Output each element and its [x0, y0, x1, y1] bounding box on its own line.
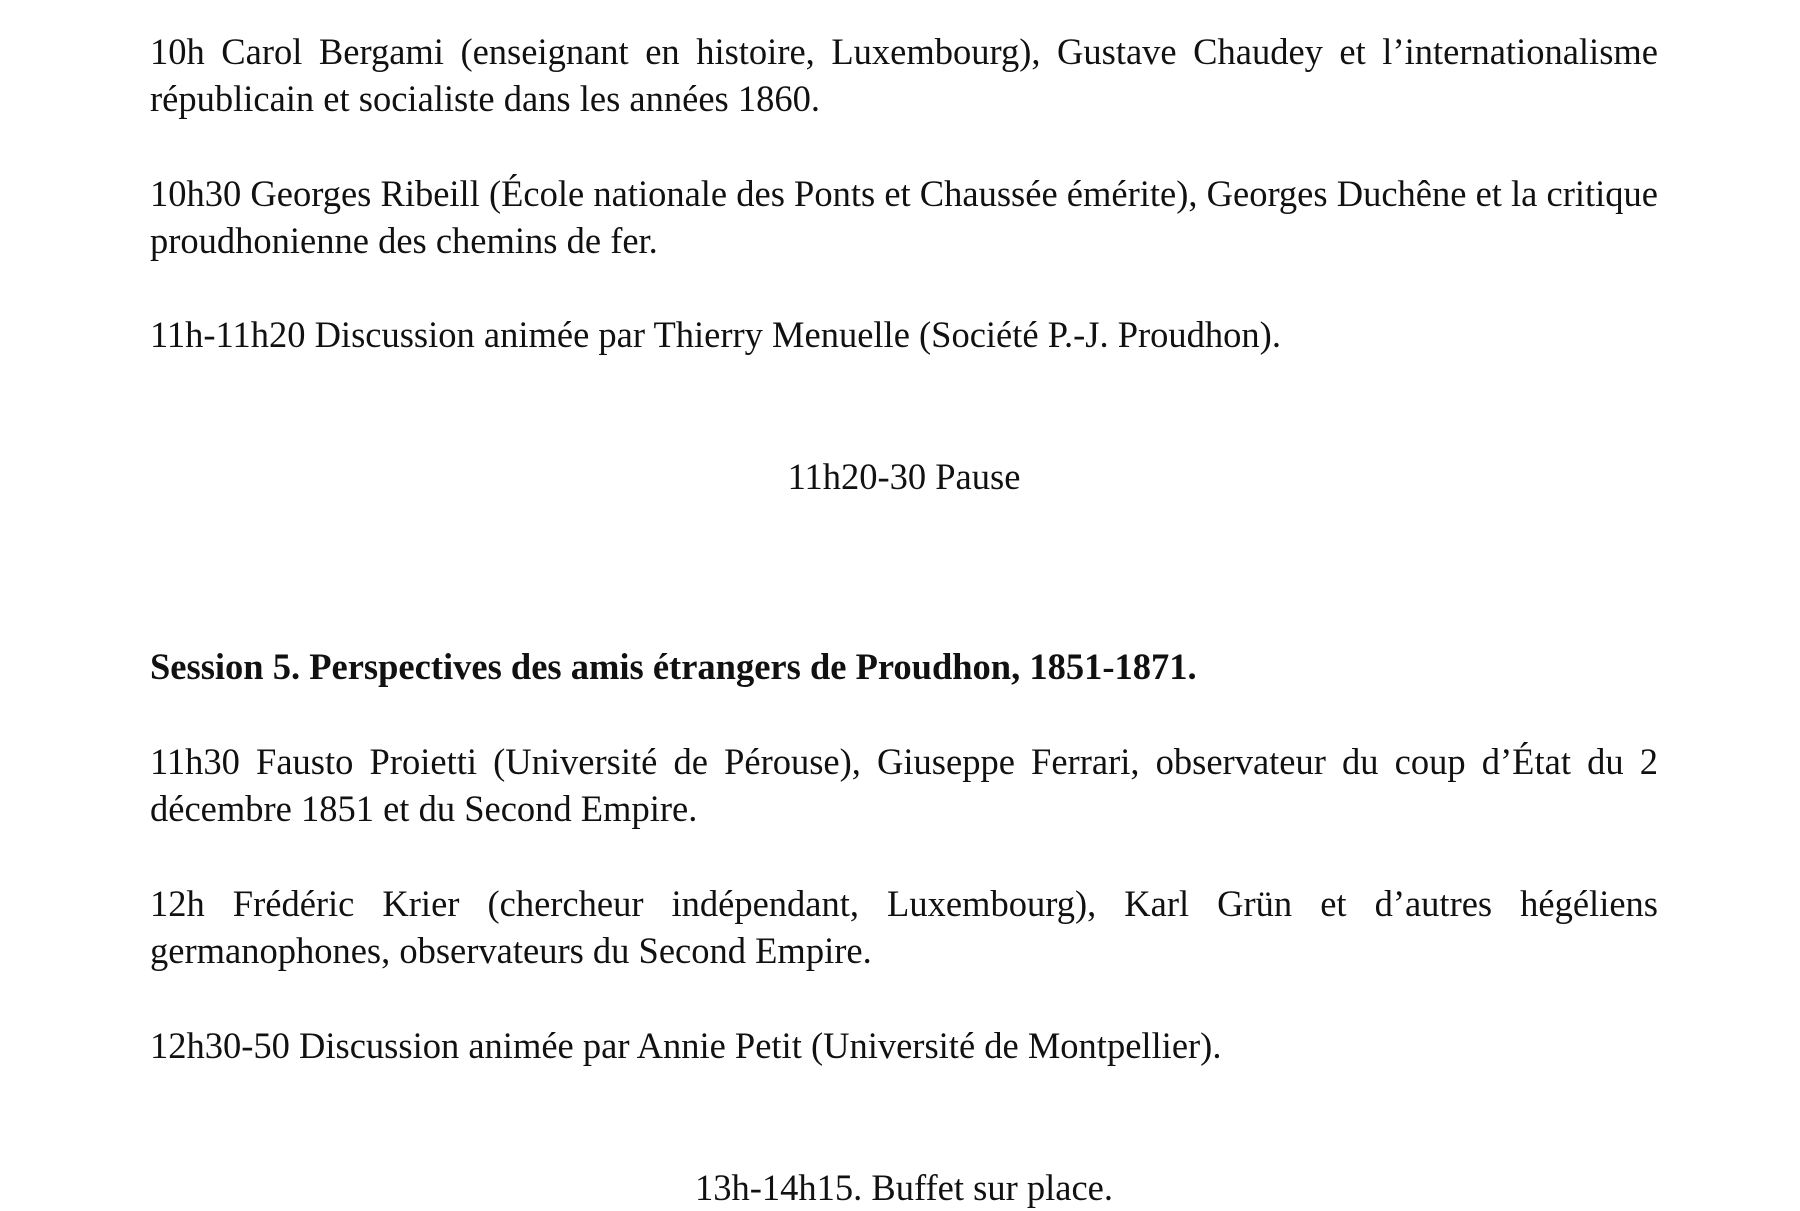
- program-item-discussion-menuelle: 11h-11h20 Discussion animée par Thierry Menuelle (Société P.-J. Proudhon).: [150, 314, 1281, 355]
- program-item-ribeill: 10h30 Georges Ribeill (École nationale des Ponts et Chaussée émérite), Georges Duchêne et la critique proudhonienne des chemins de fer.: [150, 173, 1658, 261]
- program-item-buffet: 13h-14h15. Buffet sur place.: [695, 1167, 1113, 1208]
- program-item-discussion-petit: 12h30-50 Discussion animée par Annie Petit (Université de Montpellier).: [150, 1025, 1222, 1066]
- program-item-proietti: 11h30 Fausto Proietti (Université de Pérouse), Giuseppe Ferrari, observateur du coup d’État du 2 décembre 1851 et du Second Empire.: [150, 741, 1658, 829]
- program-item-krier: 12h Frédéric Krier (chercheur indépendant, Luxembourg), Karl Grün et d’autres hégéliens germanophones, observateurs du Second Empire.: [150, 883, 1658, 971]
- session-heading: Session 5. Perspectives des amis étrangers de Proudhon, 1851-1871.: [150, 646, 1197, 687]
- program-item-bergami: 10h Carol Bergami (enseignant en histoire, Luxembourg), Gustave Chaudey et l’internationalisme républicain et socialiste dans les années 1860.: [150, 31, 1658, 119]
- program-item-pause: 11h20-30 Pause: [787, 456, 1021, 497]
